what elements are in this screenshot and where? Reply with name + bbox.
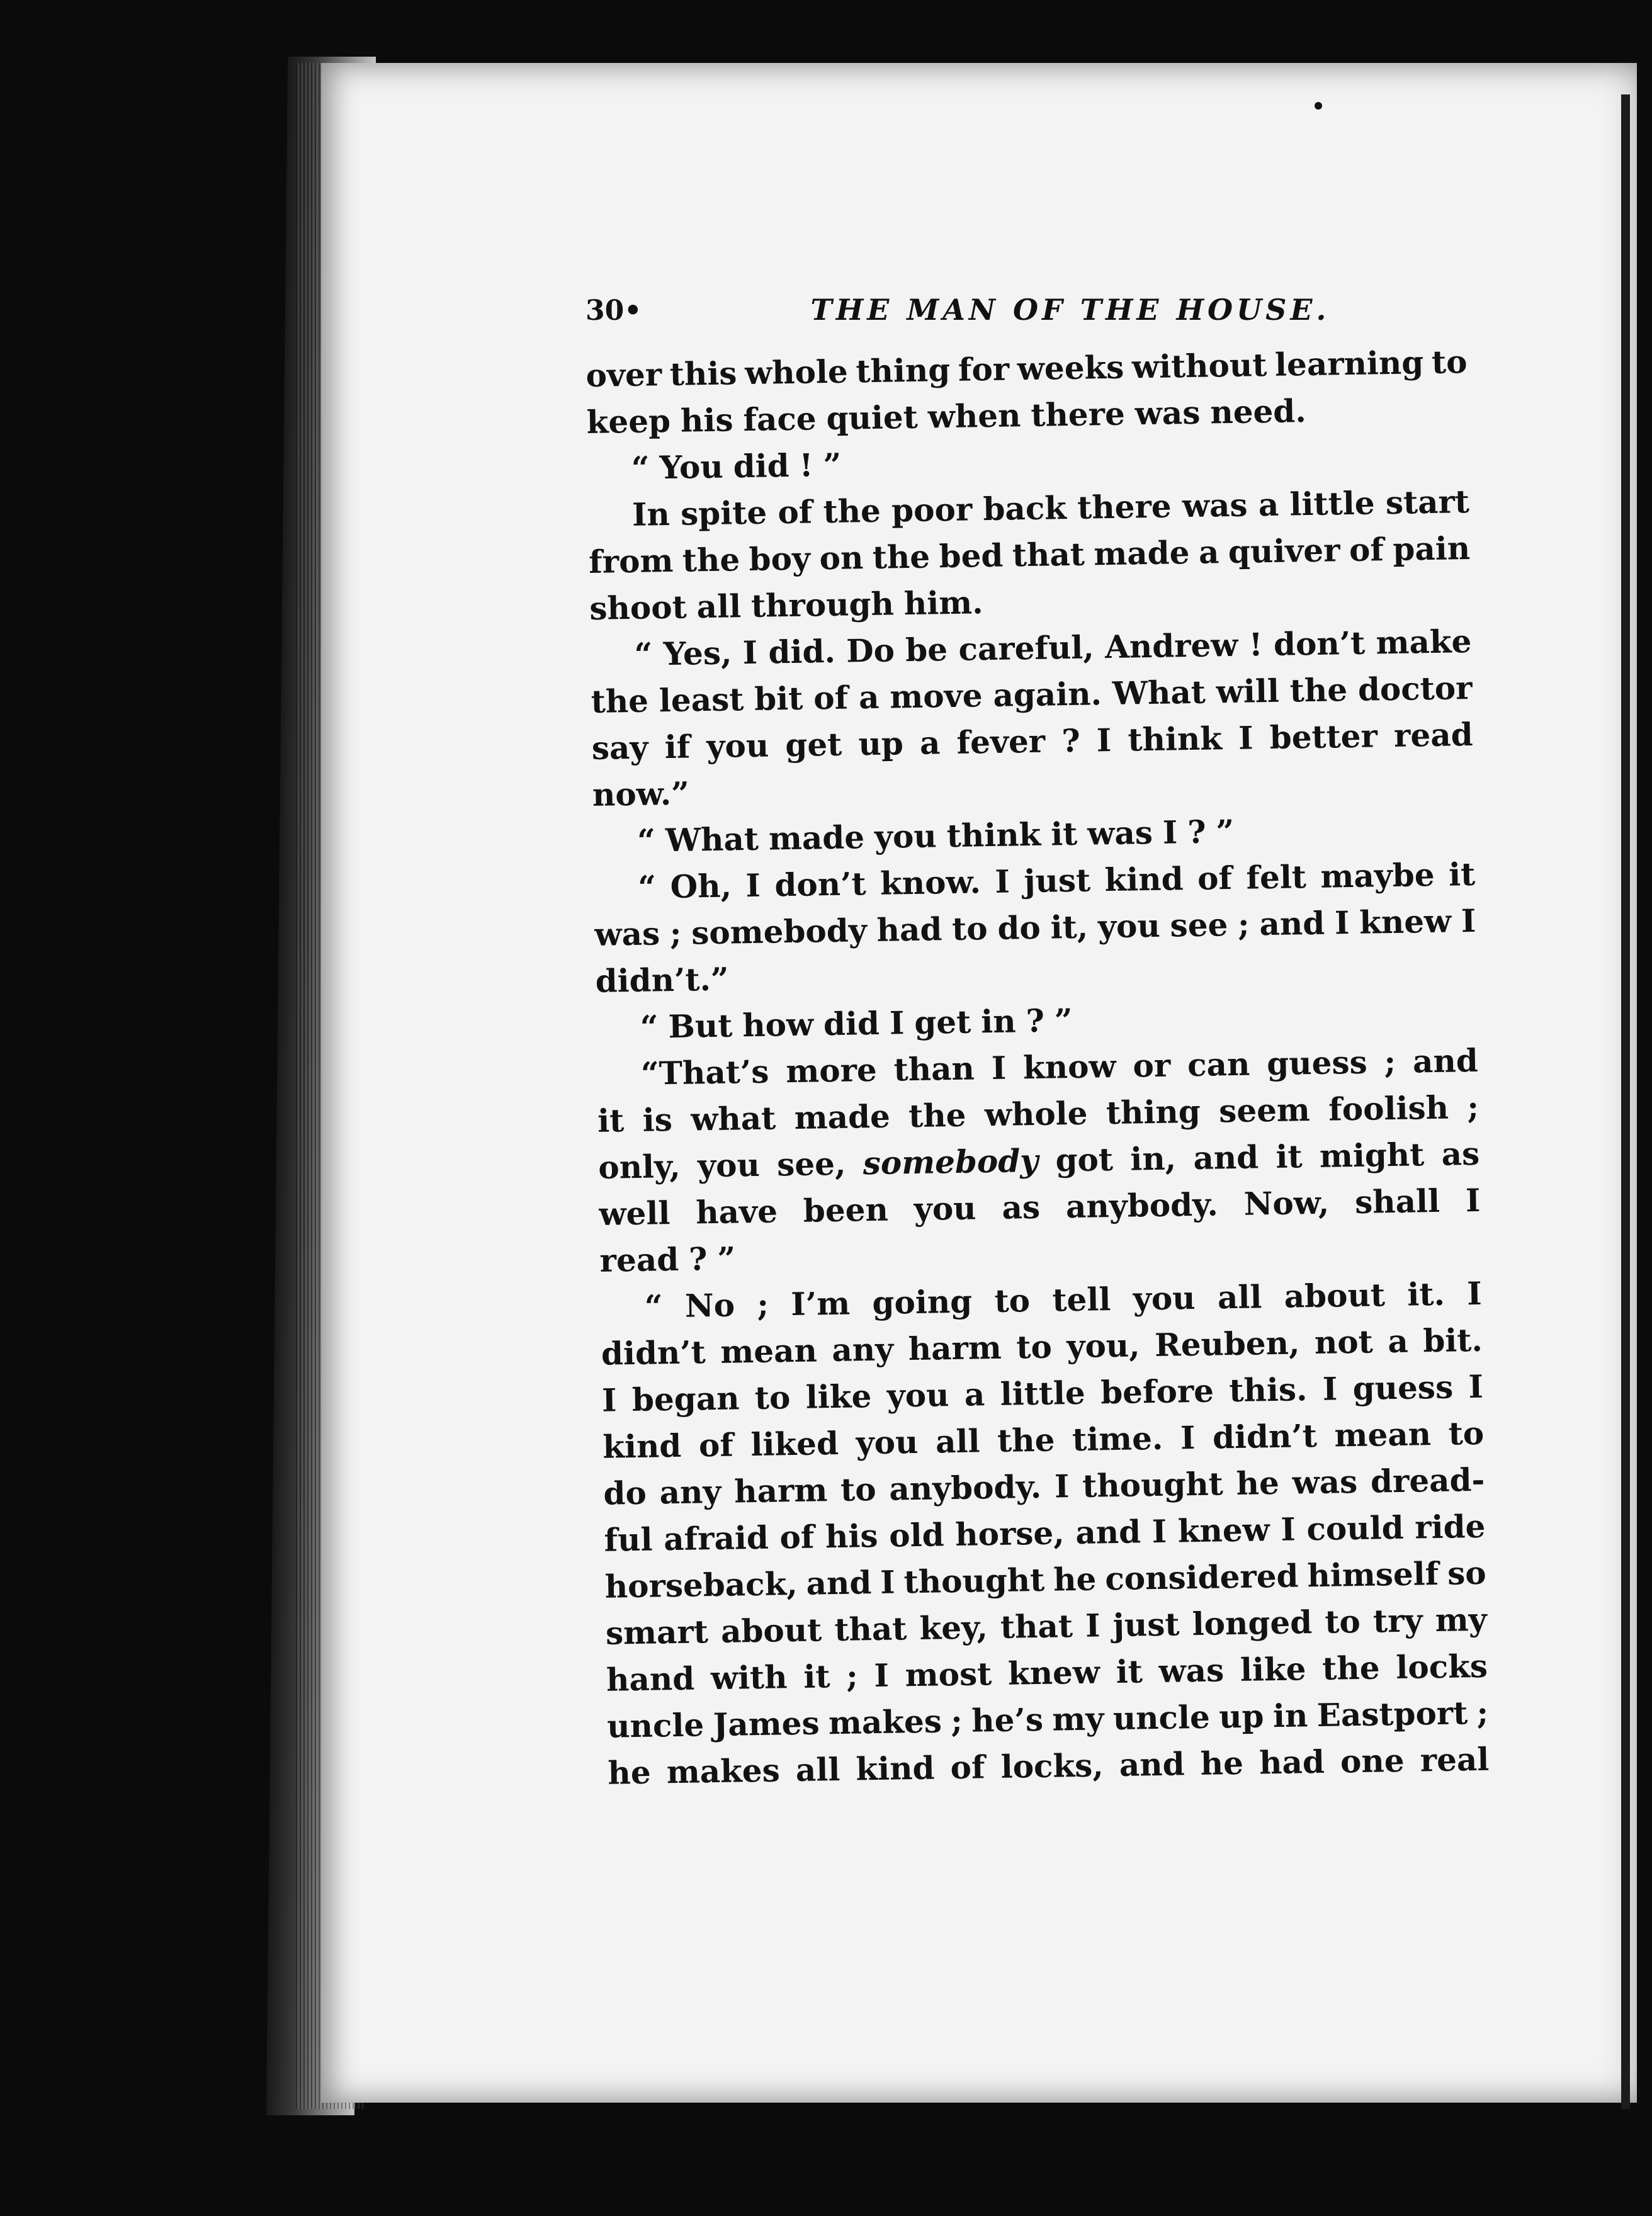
text-line: hand with it ; I most knew it was like the locks	[606, 1647, 1488, 1699]
text-line: “ But how did I get in ? ”	[640, 1001, 1073, 1046]
text-line: shoot all through him.	[589, 584, 983, 627]
running-title: THE MAN OF THE HOUSE.	[810, 293, 1330, 327]
text-line: it is what made the whole thing seem foolish ;	[597, 1088, 1479, 1139]
text-line: didn’t mean any harm to you, Reuben, not a bit.	[601, 1321, 1483, 1372]
text-line: “ No ; I’m going to tell you all about it. I	[644, 1274, 1483, 1325]
text-line: kind of liked you all the time. I didn’t mean to	[602, 1414, 1485, 1466]
text-line: keep his face quiet when there was need.	[586, 392, 1307, 441]
text-line: horseback, and I thought he considered himself so	[604, 1554, 1487, 1605]
text-line: didn’t.”	[595, 960, 730, 1000]
text-line: from the boy on the bed that made a quiver of pain	[588, 529, 1471, 580]
text-line: the least bit of a move again. What will the doctor	[591, 669, 1473, 720]
text-line: over this whole thing for weeks without learning to	[586, 343, 1468, 394]
text-line: “ What made you think it was I ? ”	[636, 812, 1235, 859]
text-line: he makes all kind of locks, and he had one real	[607, 1740, 1490, 1792]
ink-spot	[1315, 102, 1322, 110]
text-line: do any harm to anybody. I thought he was dread-	[603, 1461, 1485, 1512]
text-line: I began to like you a little before this. I guess I	[601, 1367, 1484, 1419]
text-line: “ You did ! ”	[631, 446, 842, 487]
text-line: “That’s more than I know or can guess ; and	[640, 1041, 1479, 1092]
text-line: ful afraid of his old horse, and I knew I could ride	[604, 1507, 1486, 1559]
page-number: 30•	[586, 295, 642, 327]
text-line: In spite of the poor back there was a little start	[631, 482, 1470, 533]
text-line: only, you see, somebody got in, and it might as	[597, 1134, 1480, 1186]
text-line: read ? ”	[599, 1240, 736, 1279]
text-line: smart about that key, that I just longed to try my	[605, 1600, 1488, 1652]
text-line: was ; somebody had to do it, you see ; and I knew I	[594, 902, 1476, 953]
text-line: say if you get up a fever ? I think I better read	[591, 715, 1473, 767]
text-line: “ Oh, I don’t know. I just kind of felt maybe it	[637, 855, 1476, 906]
text-line: “ Yes, I did. Do be careful, Andrew ! don’t make	[634, 622, 1472, 673]
text-line: now.”	[592, 774, 690, 813]
text-line: well have been you as anybody. Now, shall I	[599, 1181, 1481, 1233]
page-right-shadow	[1621, 94, 1630, 2109]
body-text	[586, 339, 1490, 1797]
text-line: uncle James makes ; he’s my uncle up in Eastport ;	[606, 1693, 1489, 1745]
